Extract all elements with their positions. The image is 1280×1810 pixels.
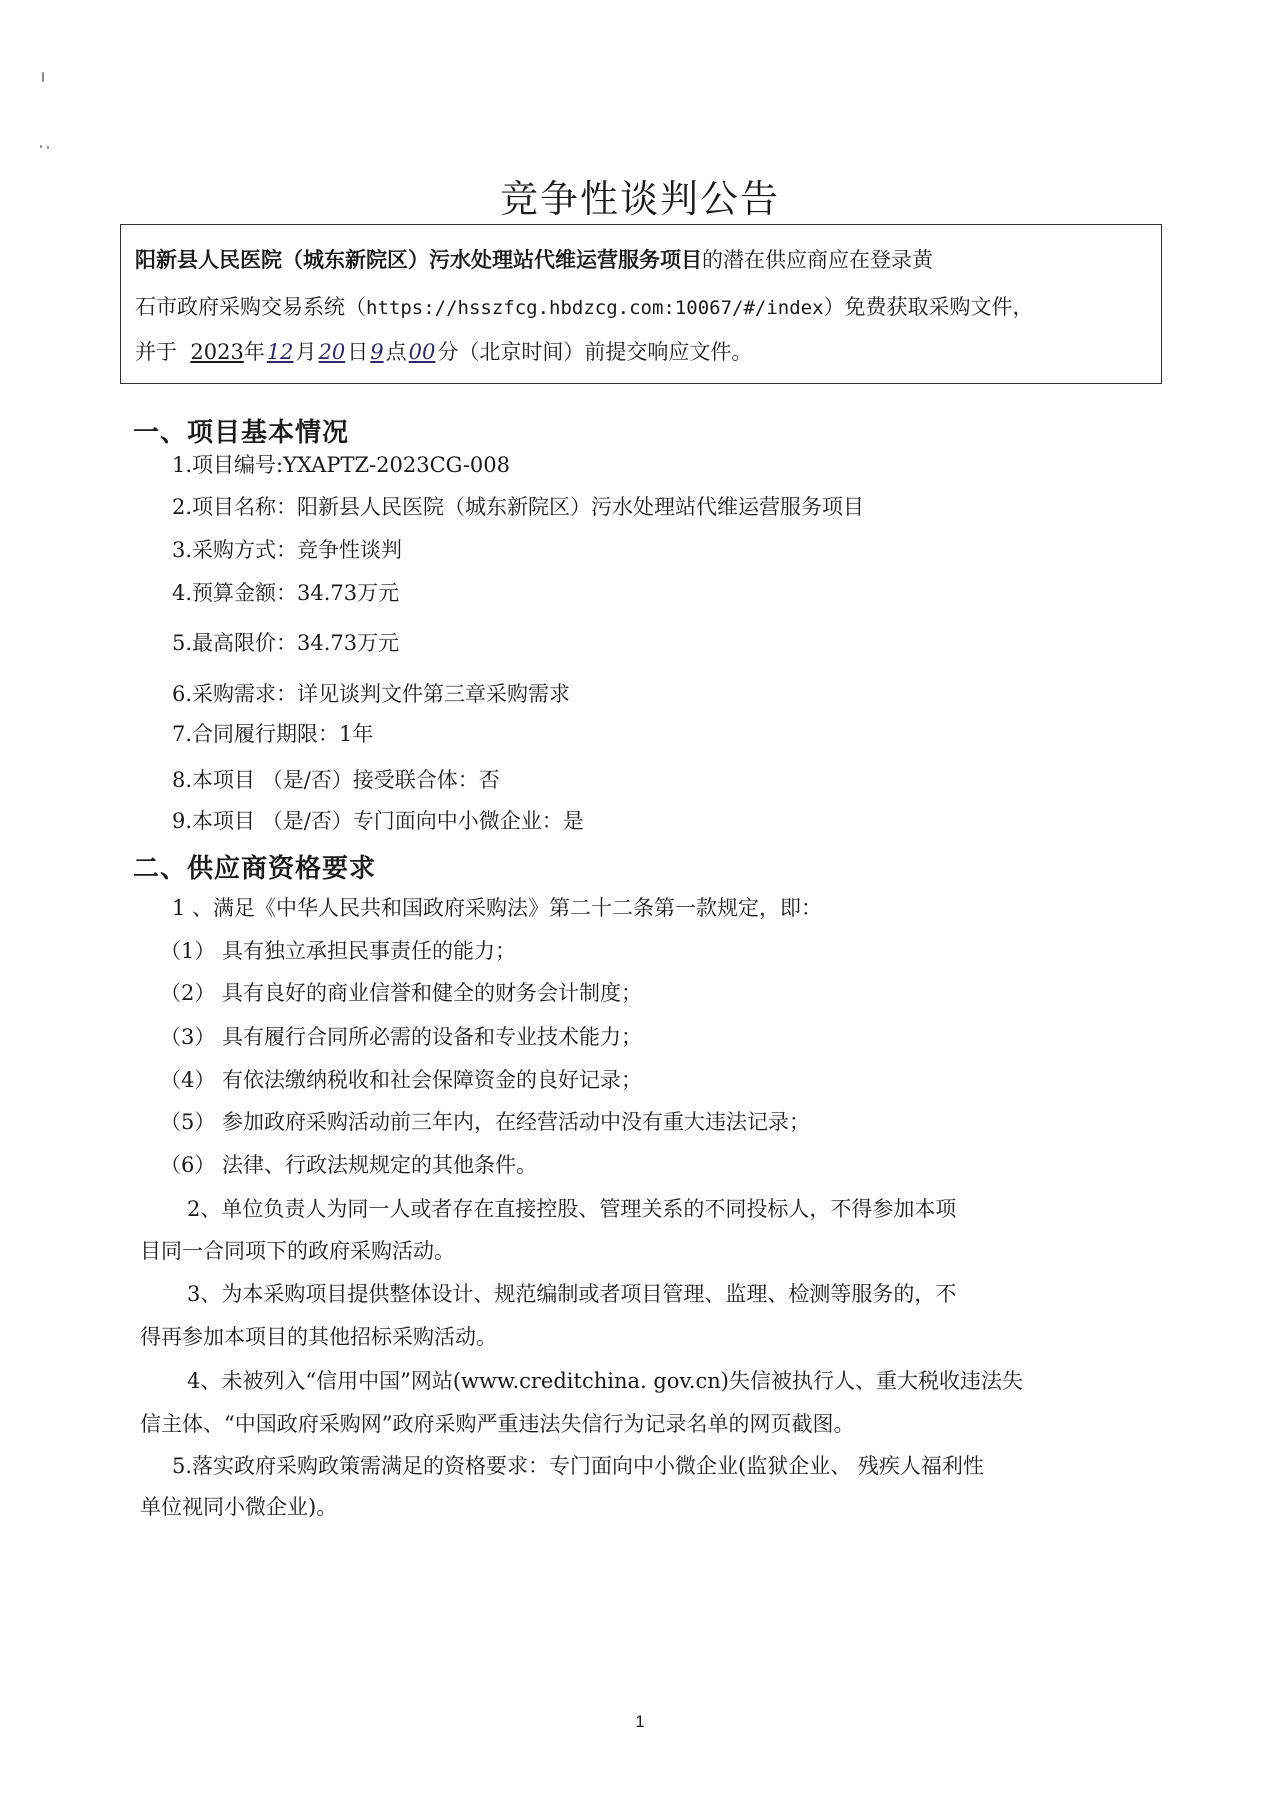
notice-box	[120, 224, 1162, 384]
requirement-sub: （1） 具有独立承担民事责任的能力；	[160, 939, 517, 963]
section-heading-supplier-qualification: 二、供应商资格要求	[133, 854, 377, 884]
notice-line-3	[135, 337, 752, 367]
deadline-minute-handwritten: 00	[408, 340, 436, 364]
system-url: https://hsszfcg.hbdzcg.com:10067/#/index	[366, 297, 824, 319]
notice-text: 石市政府采购交易系统（	[135, 295, 366, 319]
notice-line-1	[135, 245, 933, 275]
project-name-bold: 阳新县人民医院（城东新院区）污水处理站代维运营服务项目	[135, 248, 702, 272]
scan-speck	[42, 72, 44, 82]
project-item: 5.最高限价：34.73万元	[172, 631, 400, 655]
requirement-3-line-1: 3、为本采购项目提供整体设计、规范编制或者项目管理、监理、检测等服务的，不	[187, 1282, 957, 1306]
notice-text: 并于	[135, 340, 177, 364]
project-item: 6.采购需求：详见谈判文件第三章采购需求	[172, 682, 571, 706]
requirement-sub: （3） 具有履行合同所必需的设备和专业技术能力；	[160, 1025, 643, 1049]
deadline-year: 2023	[190, 340, 244, 364]
notice-line-2	[135, 292, 1034, 323]
requirement-5-line-2: 单位视同小微企业)。	[140, 1495, 338, 1519]
project-item: 8.本项目 （是/否）接受联合体：否	[172, 768, 500, 792]
scan-speck	[40, 145, 42, 148]
notice-text: 的潜在供应商应在登录黄	[702, 248, 933, 272]
document-title: 竞争性谈判公告	[499, 177, 780, 221]
requirement-sub: （6） 法律、行政法规规定的其他条件。	[160, 1153, 538, 1177]
requirement-sub: （4） 有依法缴纳税收和社会保障资金的良好记录；	[160, 1068, 643, 1092]
project-item: 2.项目名称：阳新县人民医院（城东新院区）污水处理站代维运营服务项目	[172, 495, 865, 519]
deadline-unit: 分	[437, 340, 459, 364]
requirement-3-line-2: 得再参加本项目的其他招标采购活动。	[140, 1325, 497, 1349]
section-heading-project-info: 一、项目基本情况	[133, 418, 350, 448]
deadline-unit: 日	[347, 340, 369, 364]
deadline-unit: 月	[295, 340, 317, 364]
notice-text: ）免费获取采购文件，	[823, 295, 1034, 319]
scan-speck	[47, 146, 49, 149]
requirement-4-line-1: 4、未被列入“信用中国”网站(www.creditchina. gov.cn)失信被执行人、重大税收违法失	[187, 1369, 1023, 1393]
deadline-unit: 年	[243, 340, 265, 364]
deadline-month-handwritten: 12	[266, 340, 294, 364]
requirement-2-line-2: 目同一合同项下的政府采购活动。	[140, 1239, 455, 1263]
deadline-day-handwritten: 20	[318, 340, 346, 364]
project-item: 7.合同履行期限：1年	[172, 722, 374, 746]
requirement-2-line-1: 2、单位负责人为同一人或者存在直接控股、管理关系的不同投标人，不得参加本项	[187, 1197, 957, 1221]
requirement-1: 1 、满足《中华人民共和国政府采购法》第二十二条第一款规定，即：	[172, 896, 823, 920]
project-item: 9.本项目 （是/否）专门面向中小微企业：是	[172, 809, 584, 833]
project-item: 4.预算金额：34.73万元	[172, 581, 400, 605]
page-number: 1	[635, 1712, 645, 1731]
project-item: 1.项目编号:YXAPTZ-2023CG-008	[172, 453, 511, 477]
requirement-sub: （5） 参加政府采购活动前三年内，在经营活动中没有重大违法记录；	[160, 1110, 811, 1134]
requirement-5-line-1: 5.落实政府采购政策需满足的资格要求：专门面向中小微企业(监狱企业、 残疾人福利性	[172, 1454, 984, 1478]
requirement-sub: （2） 具有良好的商业信誉和健全的财务会计制度；	[160, 981, 643, 1005]
project-item: 3.采购方式：竞争性谈判	[172, 538, 403, 562]
notice-text: （北京时间）前提交响应文件。	[458, 340, 753, 364]
deadline-unit: 点	[385, 340, 407, 364]
deadline-hour-handwritten: 9	[370, 340, 384, 364]
requirement-4-line-2: 信主体、“中国政府采购网”政府采购严重违法失信行为记录名单的网页截图。	[140, 1412, 855, 1436]
